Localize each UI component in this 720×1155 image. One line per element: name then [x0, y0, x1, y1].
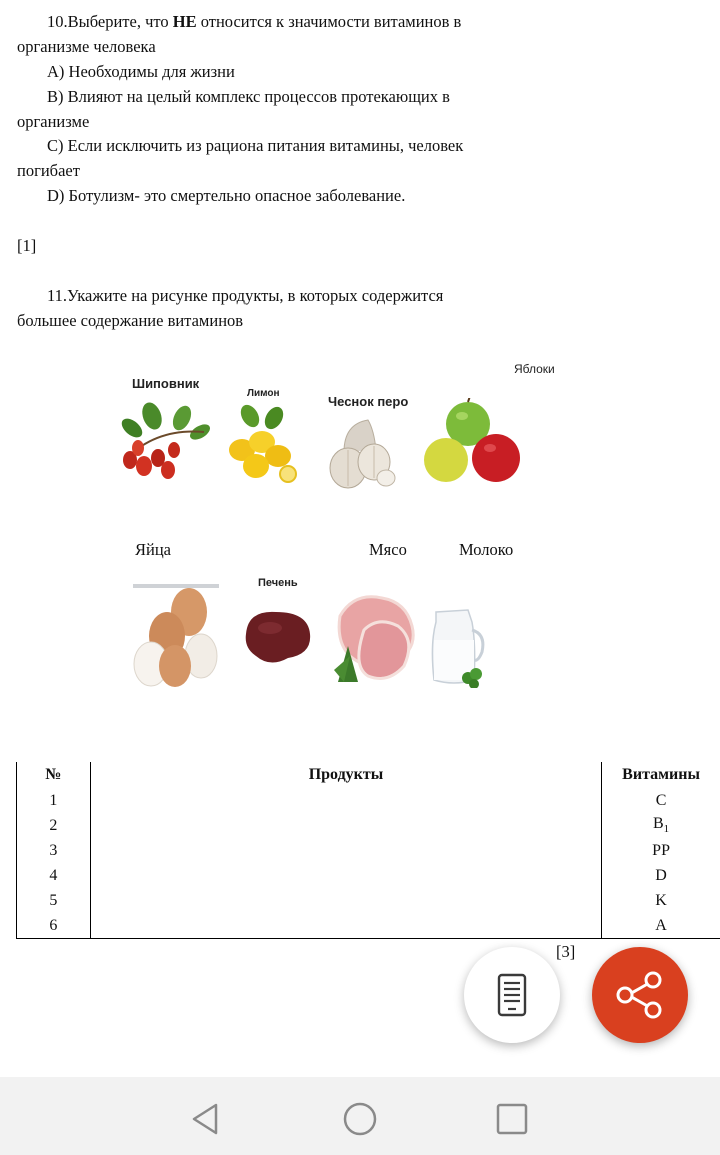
system-navigation-bar: [0, 1077, 720, 1155]
q10-option-c: C) Если исключить из рациона питания витамины, человек: [47, 136, 464, 155]
row-number: 6: [17, 913, 91, 939]
caption-liver: Печень: [258, 577, 298, 589]
row-product[interactable]: [90, 838, 601, 863]
caption-milk: Молоко: [459, 540, 514, 559]
caption-lemon: Лимон: [247, 388, 280, 399]
vitamins-table: [16, 762, 720, 939]
row-vitamin: D: [655, 866, 667, 884]
back-triangle-icon[interactable]: [186, 1099, 226, 1139]
reader-mode-button[interactable]: [464, 947, 560, 1043]
row-number: 5: [17, 888, 91, 913]
table-row: [17, 913, 720, 939]
caption-rosehip: Шиповник: [132, 376, 200, 391]
q10-option-a: A) Необходимы для жизни: [47, 62, 235, 81]
table-row: [17, 888, 720, 913]
milk-image: [428, 604, 488, 688]
row-vitamin: [602, 813, 720, 838]
rosehip-image: [112, 398, 212, 488]
apples-image: [420, 398, 524, 488]
row-number: 2: [17, 813, 91, 838]
vitamin-letter: B: [652, 815, 664, 833]
table-header-row: [17, 762, 720, 788]
row-vitamin: PP: [652, 841, 670, 859]
table-row: [17, 838, 720, 863]
row-number: 3: [17, 838, 91, 863]
q11-title-cont: большее содержание витаминов: [17, 311, 244, 330]
row-vitamin: A: [602, 913, 720, 939]
vitamin-subscript: 1: [663, 823, 670, 836]
garlic-image: [324, 416, 400, 490]
liver-image: [240, 606, 314, 668]
q10-title-cont: организме человека: [17, 37, 156, 56]
row-number: 4: [17, 863, 91, 888]
share-icon: [592, 947, 688, 1043]
row-vitamin: K: [655, 891, 667, 909]
row-product[interactable]: [90, 888, 601, 913]
q10-title: 10.Выберите, что НЕ относится к значимости витаминов в: [47, 12, 462, 31]
document-icon: [464, 947, 560, 1043]
q10-option-c-cont: погибает: [17, 161, 80, 180]
q11-score: [3]: [556, 942, 576, 961]
caption-garlic: Чеснок перо: [328, 394, 409, 409]
table-row: [17, 788, 720, 813]
share-button[interactable]: [592, 947, 688, 1043]
q10-score: [1]: [17, 236, 37, 255]
meat-image: [334, 586, 426, 688]
recents-square-icon[interactable]: [492, 1099, 532, 1139]
caption-eggs: Яйца: [135, 540, 171, 559]
lemon-image: [222, 404, 300, 488]
row-vitamin: C: [655, 791, 667, 809]
eggs-image: [133, 584, 219, 688]
q10-option-b-cont: организме: [17, 112, 90, 131]
q10-option-b: B) Влияют на целый комплекс процессов протекающих в: [47, 87, 450, 106]
row-product[interactable]: [90, 913, 601, 939]
header-number: №: [17, 762, 91, 788]
row-product[interactable]: [90, 788, 601, 813]
caption-apples: Яблоки: [514, 362, 555, 376]
table-row: [17, 813, 720, 838]
home-circle-icon[interactable]: [340, 1099, 380, 1139]
row-number: 1: [17, 788, 91, 813]
caption-meat: Мясо: [369, 540, 407, 559]
row-product[interactable]: [90, 863, 601, 888]
header-products: Продукты: [90, 762, 601, 788]
table-row: [17, 863, 720, 888]
q11-title: 11.Укажите на рисунке продукты, в которых содержится: [47, 286, 444, 305]
header-vitamins: Витамины: [622, 766, 700, 783]
row-product[interactable]: [90, 813, 601, 838]
q10-option-d: D) Ботулизм- это смертельно опасное заболевание.: [47, 186, 406, 205]
